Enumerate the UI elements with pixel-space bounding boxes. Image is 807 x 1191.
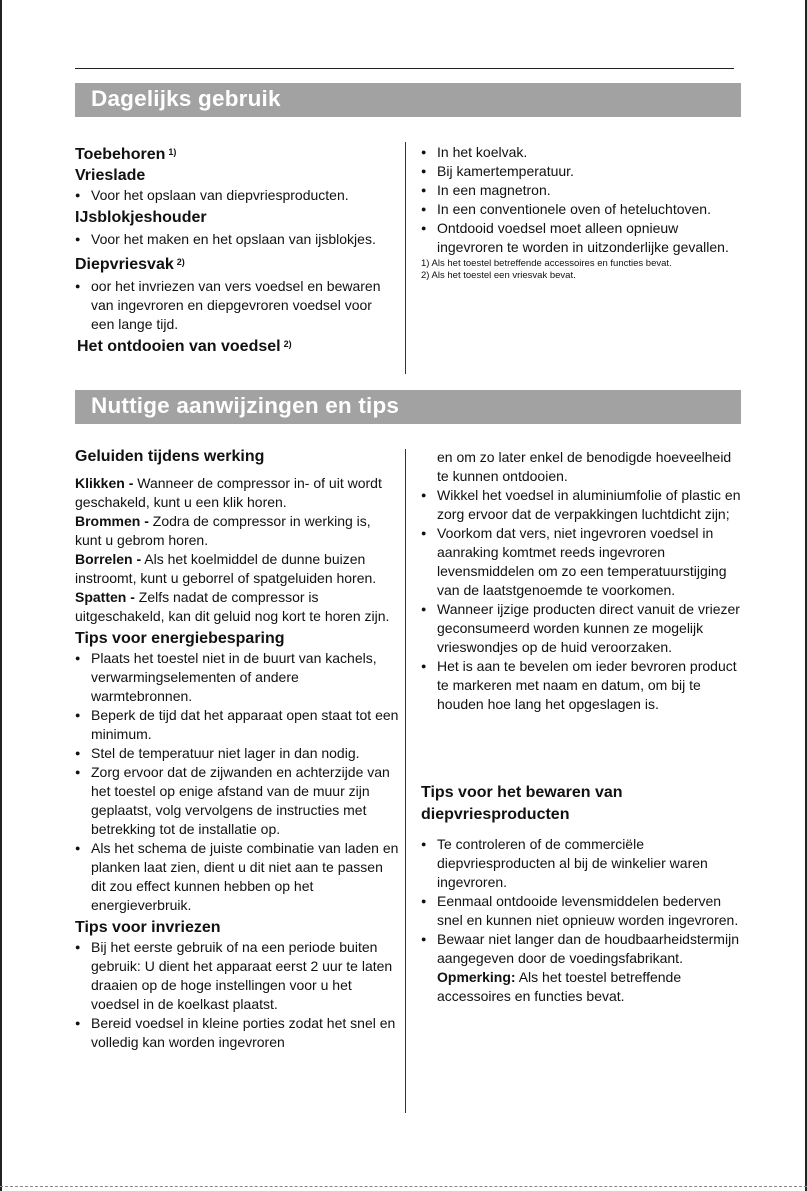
section2-right-column: [421, 448, 743, 1006]
list-item: ● In een magnetron.: [421, 181, 741, 200]
bottom-rule: [0, 1186, 807, 1188]
list-item: ● Te controleren of de commerciële diepvriesproducten al bij de winkelier waren ingevroren.: [421, 835, 743, 892]
heading-bewaren: Tips voor het bewaren van diepvriesproducten: [421, 784, 623, 823]
section-banner-dagelijks-gebruik: [75, 83, 741, 117]
sound-item: Borrelen - Als het koelmiddel de dunne buizen instroomt, kunt u geborrel of spatgeluiden horen.: [75, 551, 377, 586]
ontdooien-list: [421, 143, 741, 257]
heading-toebehoren: Toebehoren $^{1)}$: [75, 146, 177, 163]
list-item: ● oor het invriezen van vers voedsel en bewaren van ingevroren en diepgevroren voedsel voor een lange tijd.: [75, 277, 395, 334]
list-item: ● Bij kamertemperatuur.: [421, 162, 741, 181]
list-item: ● Bereid voedsel in kleine porties zodat het snel en volledig kan worden ingevroren: [75, 1014, 400, 1052]
list-item: ● In het koelvak.: [421, 143, 741, 162]
sound-item: Brommen - Zodra de compressor in werking is, kunt u gebrom horen.: [75, 513, 371, 548]
heading-ontdooien: Het ontdooien van voedsel $^{2)}$: [77, 338, 292, 355]
sound-item: Spatten - Zelfs nadat de compressor is uitgeschakeld, kan dit geluid nog kort te horen zijn.: [75, 589, 390, 624]
list-item: ● Zorg ervoor dat de zijwanden en achterzijde van het toestel op enige afstand van de muur zijn geplaatst, volg vervolgens de instructies met betrekking tot de installatie op.: [75, 763, 400, 839]
header-rule: [75, 68, 734, 69]
list-item: ● Voorkom dat vers, niet ingevroren voedsel in aanraking komtmet reeds ingevroren levensmiddelen om zo een temperatuurstijging van de laatstgenoemde te voorkomen.: [421, 524, 743, 600]
list-item: ● Wikkel het voedsel in aluminiumfolie of plastic en zorg ervoor dat de verpakkingen luchtdicht zijn;: [421, 486, 743, 524]
list-item: ● Het is aan te bevelen om ieder bevroren product te markeren met naam en datum, om bij te houden hoe lang het opgeslagen is.: [421, 657, 743, 714]
list-item: ● Eenmaal ontdooide levensmiddelen bederven snel en kunnen niet opnieuw worden ingevroren.: [421, 892, 743, 930]
list-item: ● Bij het eerste gebruik of na een periode buiten gebruik: U dient het apparaat eerst 2 uur te laten draaien op de hoge instellingen voor u het voedsel in de koelkast plaatst.: [75, 938, 400, 1014]
heading-invriezen: Tips voor invriezen: [75, 919, 221, 936]
opmerking-note: Opmerking: Als het toestel betreffende accessoires en functies bevat.: [437, 969, 682, 1004]
section-title: Dagelijks gebruik: [91, 86, 281, 111]
page-border-left: [0, 0, 2, 1191]
list-item: ● Ontdooid voedsel moet alleen opnieuw ingevroren te worden in uitzonderlijke gevallen.: [421, 219, 741, 257]
list-item: ● Als het schema de juiste combinatie van laden en planken laat zien, dient u dit niet aan te passen dit zou effect kunnen hebben op het energieverbruik.: [75, 839, 400, 915]
sound-item: Klikken - Wanneer de compressor in- of uit wordt geschakeld, kunt u een klik horen.: [75, 475, 382, 510]
bewaren-list: [421, 835, 743, 968]
section-banner-nuttige-aanwijzingen: [75, 390, 741, 424]
list-item: ● Voor het maken en het opslaan van ijsblokjes.: [75, 230, 395, 249]
invriezen-list: [75, 938, 400, 1052]
energie-list: [75, 649, 400, 915]
list-item: ● In een conventionele oven of heteluchtoven.: [421, 200, 741, 219]
list-item: ● Beperk de tijd dat het apparaat open staat tot een minimum.: [75, 706, 400, 744]
section1-right-column: [421, 143, 741, 282]
section-title: Nuttige aanwijzingen en tips: [91, 393, 400, 418]
heading-diepvriesvak: Diepvriesvak $^{2)}$: [75, 256, 185, 273]
vrieslade-list: [75, 186, 395, 205]
continuation-text: en om zo later enkel de benodigde hoeveelheid te kunnen ontdooien.: [437, 449, 732, 484]
list-item: ● Wanneer ijzige producten direct vanuit de vriezer geconsumeerd worden kunnen ze mogelijk vrieswondjes op de huid veroorzaken.: [421, 600, 743, 657]
diepvriesvak-list: [75, 277, 395, 334]
heading-ijsblokjeshouder: IJsblokjeshouder: [75, 209, 207, 226]
ijsblokjes-list: [75, 230, 395, 249]
section1-left-column: [75, 142, 395, 357]
heading-energiebesparing: Tips voor energiebesparing: [75, 630, 285, 647]
heading-geluiden: Geluiden tijdens werking: [75, 448, 265, 465]
list-item: ● Voor het opslaan van diepvriesproducten.: [75, 186, 395, 205]
footnote-1: 1) Als het toestel betreffende accessoires en functies bevat.: [421, 258, 672, 269]
sounds-list: [75, 474, 400, 626]
list-item: ● Stel de temperatuur niet lager in dan nodig.: [75, 744, 400, 763]
list-item: ● Plaats het toestel niet in de buurt van kachels, verwarmingselementen of andere warmtebronnen.: [75, 649, 400, 706]
column-divider: [405, 142, 406, 374]
invriezen-continued-list: [421, 486, 743, 714]
column-divider: [405, 449, 406, 1113]
list-item: ● Bewaar niet langer dan de houdbaarheidstermijn aangegeven door de voedingsfabrikant.: [421, 930, 743, 968]
section2-left-column: [75, 446, 400, 1052]
heading-vrieslade: Vrieslade: [75, 167, 146, 184]
footnote-2: 2) Als het toestel een vriesvak bevat.: [421, 270, 576, 281]
